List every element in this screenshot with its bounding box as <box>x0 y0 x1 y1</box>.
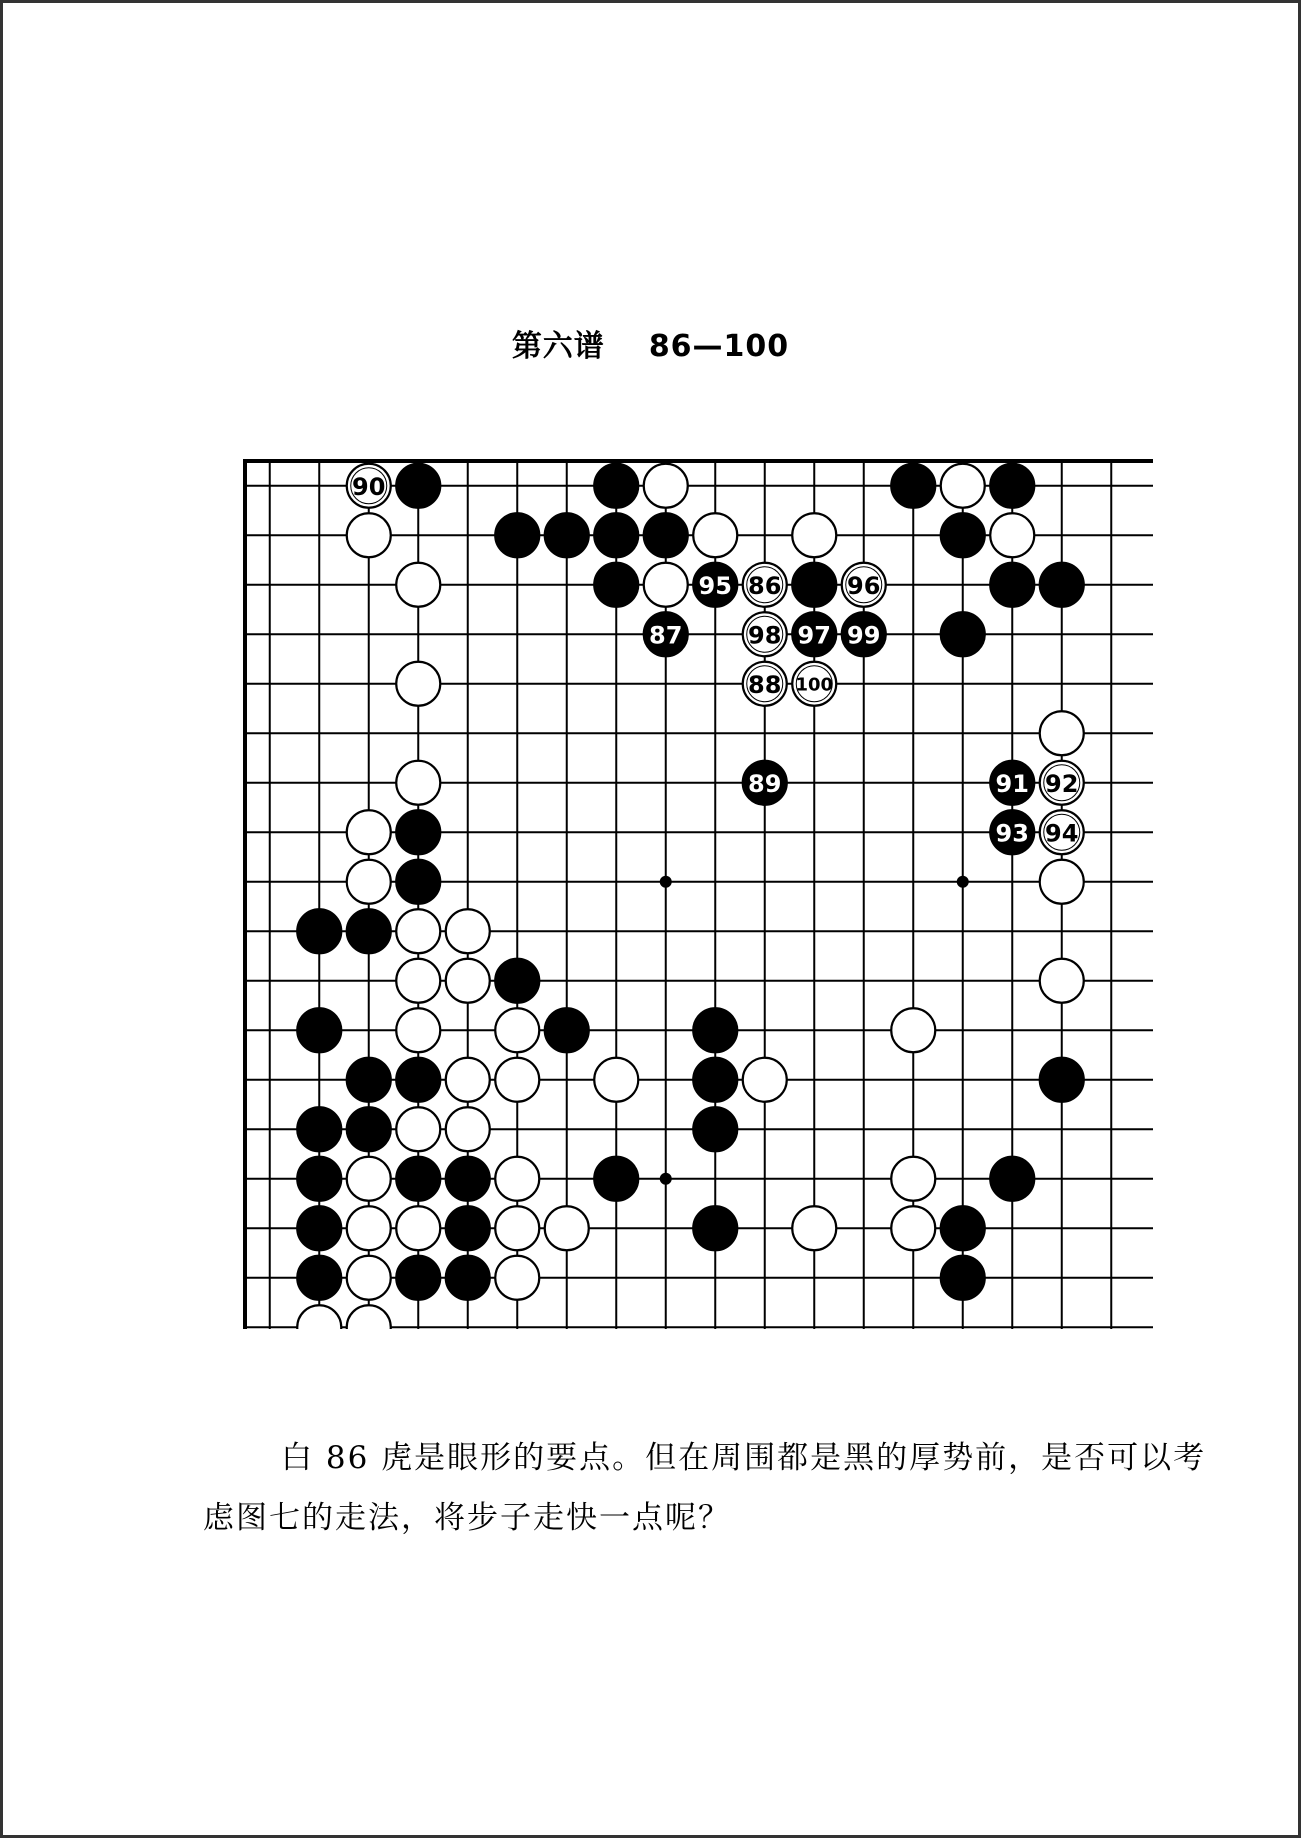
star-point <box>957 876 969 888</box>
white-stone <box>495 1058 539 1102</box>
white-stone <box>347 1305 391 1329</box>
white-stone <box>396 662 440 706</box>
black-stone <box>1040 1058 1084 1102</box>
black-stone <box>396 810 440 854</box>
white-stone <box>891 1008 935 1052</box>
black-stone <box>941 1206 985 1250</box>
white-stone <box>446 1107 490 1151</box>
move-number-label: 99 <box>847 621 881 650</box>
move-number-label: 93 <box>995 819 1029 848</box>
diagram-title: 第六谱 <box>511 329 605 364</box>
black-stone <box>693 1107 737 1151</box>
white-stone <box>446 1058 490 1102</box>
move-number-label: 86 <box>748 571 782 600</box>
white-stone <box>347 1157 391 1201</box>
black-stone <box>297 1107 341 1151</box>
black-stone <box>396 1256 440 1300</box>
move-number-label: 90 <box>352 472 386 501</box>
black-stone <box>594 563 638 607</box>
black-stone <box>941 612 985 656</box>
move-range: 86—100 <box>648 329 790 364</box>
black-stone <box>347 1058 391 1102</box>
black-stone <box>297 1008 341 1052</box>
white-stone <box>941 464 985 508</box>
white-stone <box>891 1157 935 1201</box>
black-stone <box>545 1008 589 1052</box>
white-stone <box>396 959 440 1003</box>
move-number-label: 87 <box>649 621 683 650</box>
white-stone <box>644 464 688 508</box>
black-stone <box>990 1157 1034 1201</box>
white-stone <box>594 1058 638 1102</box>
black-stone <box>297 1157 341 1201</box>
black-stone <box>594 513 638 557</box>
white-stone <box>297 1305 341 1329</box>
white-stone <box>446 959 490 1003</box>
black-stone <box>693 1058 737 1102</box>
black-stone <box>941 1256 985 1300</box>
move-number-label: 91 <box>995 769 1029 798</box>
black-stone <box>495 513 539 557</box>
black-stone <box>990 464 1034 508</box>
white-stone <box>644 563 688 607</box>
star-point <box>660 876 672 888</box>
white-stone <box>396 909 440 953</box>
white-stone <box>347 1256 391 1300</box>
black-stone <box>347 1107 391 1151</box>
move-number-label: 92 <box>1045 769 1079 798</box>
black-stone <box>941 513 985 557</box>
black-stone <box>644 513 688 557</box>
move-number-label: 98 <box>748 621 782 650</box>
black-stone <box>297 909 341 953</box>
black-stone <box>792 563 836 607</box>
black-stone <box>693 1008 737 1052</box>
black-stone <box>446 1256 490 1300</box>
go-board-diagram <box>233 449 1153 1329</box>
black-stone <box>990 563 1034 607</box>
white-stone <box>1040 959 1084 1003</box>
white-stone <box>743 1058 787 1102</box>
black-stone <box>693 1206 737 1250</box>
white-stone <box>792 1206 836 1250</box>
black-stone <box>297 1206 341 1250</box>
white-stone <box>495 1157 539 1201</box>
black-stone <box>396 860 440 904</box>
move-number-label: 88 <box>748 670 782 699</box>
commentary-text: 白 86 虎是眼形的要点。但在周围都是黑的厚势前，是否可以考虑图七的走法，将步子走快一点呢？ <box>203 1440 1207 1536</box>
black-stone <box>495 959 539 1003</box>
black-stone <box>594 464 638 508</box>
black-stone <box>1040 563 1084 607</box>
star-point <box>660 1173 672 1185</box>
white-stone <box>545 1206 589 1250</box>
white-stone <box>792 513 836 557</box>
white-stone <box>396 1107 440 1151</box>
black-stone <box>446 1206 490 1250</box>
move-number-label: 97 <box>797 621 831 650</box>
move-number-label: 89 <box>748 769 782 798</box>
white-stone <box>891 1206 935 1250</box>
black-stone <box>446 1157 490 1201</box>
black-stone <box>297 1256 341 1300</box>
white-stone <box>990 513 1034 557</box>
black-stone <box>545 513 589 557</box>
move-number-label: 100 <box>795 674 834 696</box>
white-stone <box>1040 860 1084 904</box>
white-stone <box>446 909 490 953</box>
white-stone <box>347 810 391 854</box>
white-stone <box>396 761 440 805</box>
move-number-label: 96 <box>847 571 881 600</box>
move-number-label: 94 <box>1045 819 1079 848</box>
black-stone <box>396 1157 440 1201</box>
black-stone <box>396 464 440 508</box>
black-stone <box>347 909 391 953</box>
white-stone <box>396 1008 440 1052</box>
white-stone <box>347 860 391 904</box>
diagram-heading <box>3 321 1298 365</box>
white-stone <box>396 1206 440 1250</box>
white-stone <box>495 1256 539 1300</box>
white-stone <box>693 513 737 557</box>
white-stone <box>1040 711 1084 755</box>
black-stone <box>594 1157 638 1201</box>
white-stone <box>396 563 440 607</box>
white-stone <box>347 513 391 557</box>
white-stone <box>495 1008 539 1052</box>
black-stone <box>396 1058 440 1102</box>
white-stone <box>347 1206 391 1250</box>
move-number-label: 95 <box>698 571 732 600</box>
white-stone <box>495 1206 539 1250</box>
black-stone <box>891 464 935 508</box>
